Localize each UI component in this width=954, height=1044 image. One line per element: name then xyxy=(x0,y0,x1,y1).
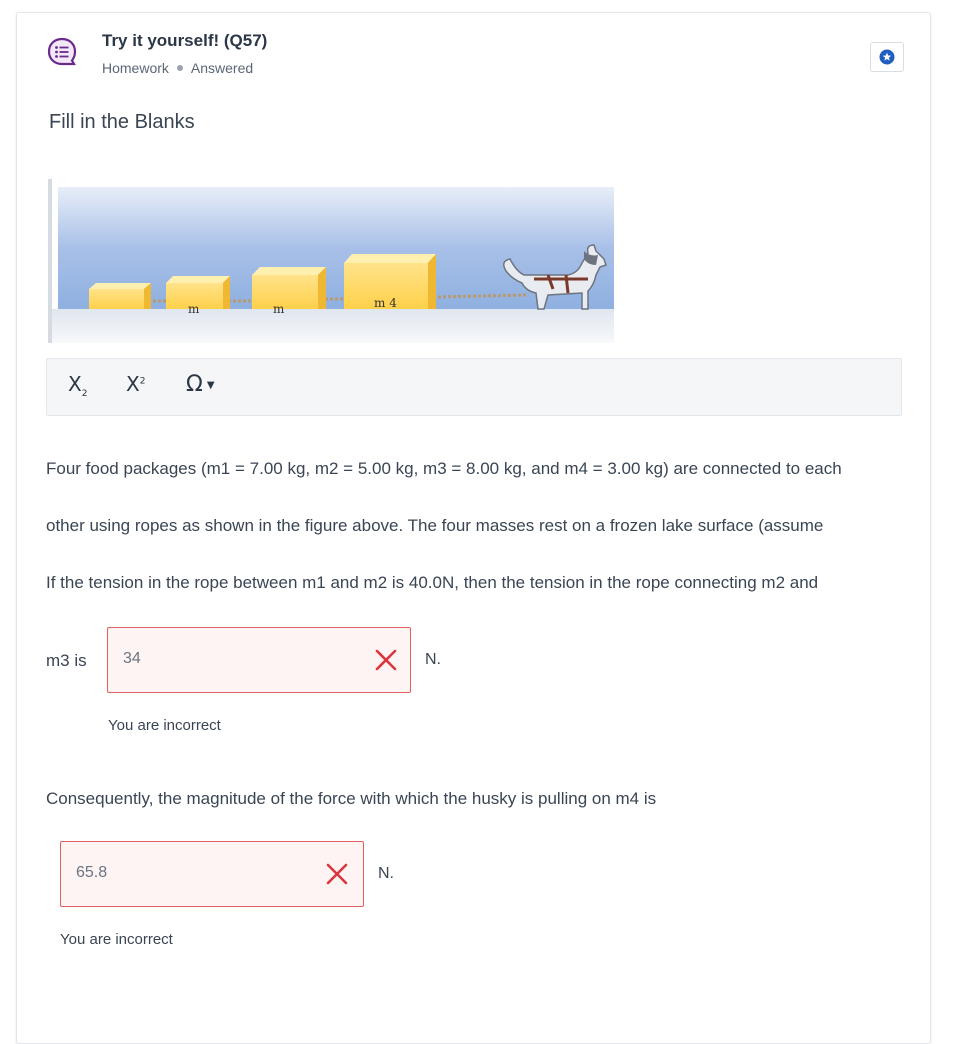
question-type-label: Fill in the Blanks xyxy=(49,111,195,133)
husky-masses-figure xyxy=(48,179,614,343)
mass-label-m2: m xyxy=(188,302,200,316)
blank1-feedback: You are incorrect xyxy=(108,717,221,734)
incorrect-x-icon xyxy=(325,862,349,886)
separator-dot xyxy=(177,65,183,71)
mass-label-m3: m xyxy=(273,302,285,316)
mass-label-m4: m 4 xyxy=(374,296,397,310)
question-text-line-3: If the tension in the rope between m1 and m2 is 40.0N, then the tension in the rope connecting m2 and xyxy=(46,573,819,592)
star-icon xyxy=(879,49,895,65)
subscript-mark: 2 xyxy=(81,389,88,399)
question-list-icon xyxy=(47,37,77,67)
omega-label: Ω xyxy=(186,372,203,397)
bookmark-button[interactable] xyxy=(870,42,904,72)
question-card xyxy=(16,12,931,1044)
superscript-mark: 2 xyxy=(139,376,146,387)
question-status: Answered xyxy=(190,60,254,76)
blank2-feedback: You are incorrect xyxy=(60,931,173,948)
question-text-line-2: other using ropes as shown in the figure above. The four masses rest on a frozen lake surface (assume xyxy=(46,516,824,535)
subscript-label: X xyxy=(68,372,82,396)
blank1-input[interactable] xyxy=(107,627,411,693)
incorrect-x-icon xyxy=(374,648,398,672)
blank1-value: 34 xyxy=(123,650,141,667)
blank2-unit: N. xyxy=(378,865,394,882)
question-category: Homework xyxy=(102,60,169,76)
question-meta xyxy=(102,60,253,76)
superscript-label: X xyxy=(126,372,140,396)
editor-toolbar xyxy=(46,358,902,416)
blank1-unit: N. xyxy=(425,651,441,668)
question-text-line-4: Consequently, the magnitude of the force with which the husky is pulling on m4 is xyxy=(46,789,657,808)
special-character-dropdown[interactable] xyxy=(186,372,215,402)
blank2-value: 65.8 xyxy=(76,864,108,881)
blank2-input[interactable] xyxy=(60,841,364,907)
caret-down-icon: ▼ xyxy=(206,379,215,391)
blank1-prefix: m3 is xyxy=(46,651,87,670)
question-title: Try it yourself! (Q57) xyxy=(102,31,268,50)
subscript-button[interactable] xyxy=(68,372,87,402)
superscript-button[interactable] xyxy=(126,372,145,402)
question-text-line-1: Four food packages (m1 = 7.00 kg, m2 = 5.00 kg, m3 = 8.00 kg, and m4 = 3.00 kg) are connected to each xyxy=(46,459,842,478)
